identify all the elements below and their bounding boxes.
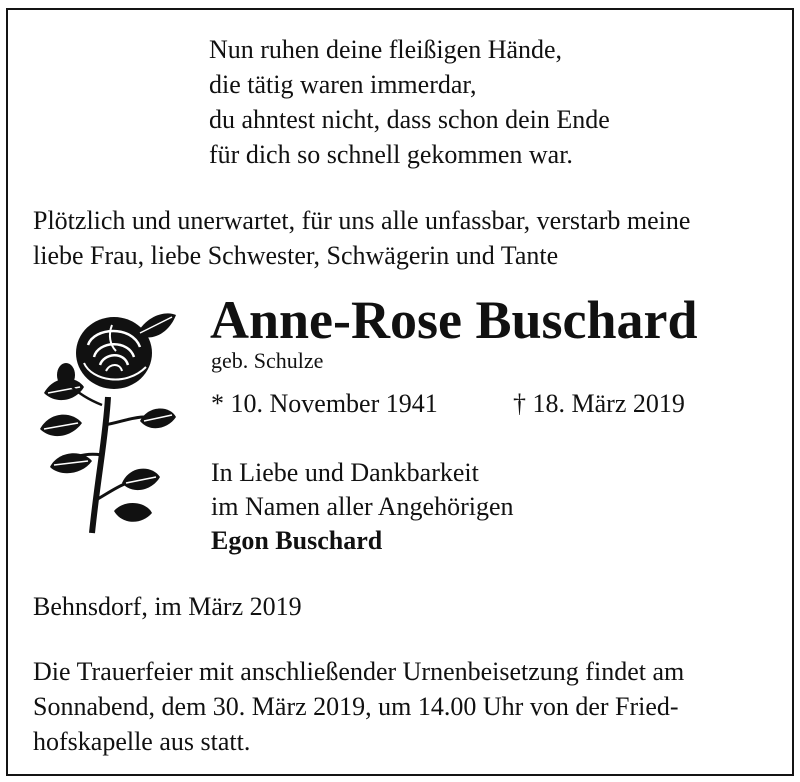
place-date: Behnsdorf, im März 2019 xyxy=(33,592,302,621)
funeral-info xyxy=(33,654,684,759)
announcement-line: liebe Frau, liebe Schwester, Schwägerin und Tante xyxy=(33,241,559,270)
rose-icon xyxy=(36,305,176,537)
signer-name: Egon Buschard xyxy=(211,526,383,555)
memorial-poem xyxy=(209,32,610,172)
poem-line: die tätig waren immerdar, xyxy=(209,70,477,99)
funeral-line: hofskapelle aus statt. xyxy=(33,727,251,756)
birth-name: geb. Schulze xyxy=(211,348,324,373)
deceased-name: Anne-Rose Buschard xyxy=(210,290,698,350)
poem-line: für dich so schnell gekommen war. xyxy=(209,140,573,169)
birth-date: * 10. November 1941 xyxy=(211,389,438,418)
death-announcement xyxy=(33,203,690,273)
funeral-line: Sonnabend, dem 30. März 2019, um 14.00 Uhr von der Fried- xyxy=(33,692,679,721)
poem-line: du ahntest nicht, dass schon dein Ende xyxy=(209,105,610,134)
life-dates xyxy=(211,387,685,421)
signoff-line: im Namen aller Angehörigen xyxy=(211,492,514,521)
funeral-line: Die Trauerfeier mit anschließender Urnenbeisetzung findet am xyxy=(33,657,685,686)
poem-line: Nun ruhen deine fleißigen Hände, xyxy=(209,35,563,64)
obituary-notice xyxy=(6,8,794,776)
signoff xyxy=(211,456,514,558)
death-date: † 18. März 2019 xyxy=(513,389,685,418)
announcement-line: Plötzlich und unerwartet, für uns alle unfassbar, verstarb meine xyxy=(33,206,691,235)
signoff-line: In Liebe und Dankbarkeit xyxy=(211,458,479,487)
